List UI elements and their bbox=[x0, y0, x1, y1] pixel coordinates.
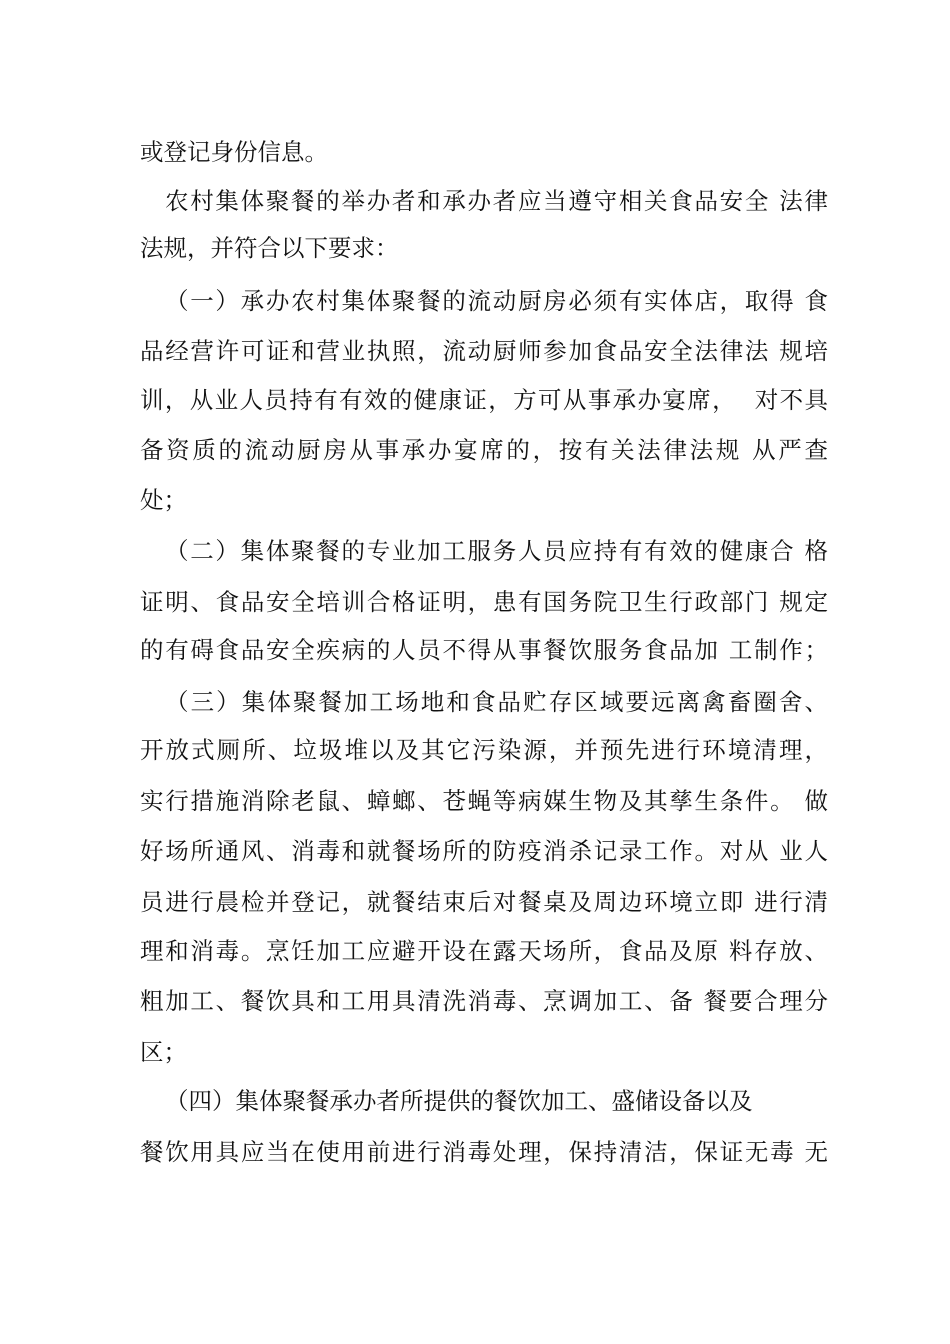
text-line: 员进行晨检并登记，就餐结束后对餐桌及周边环境立即 进行清 bbox=[140, 888, 828, 916]
text-line: 区； bbox=[140, 1038, 187, 1066]
text-line: 的有碍食品安全疾病的人员不得从事餐饮服务食品加 工制作； bbox=[140, 636, 828, 664]
text-line: （四）集体聚餐承办者所提供的餐饮加工、盛储设备以及 bbox=[165, 1087, 753, 1115]
text-line: 实行措施消除老鼠、蟑螂、苍蝇等病媒生物及其孳生条件。 做 bbox=[140, 787, 828, 815]
text-line: 理和消毒。烹饪加工应避开设在露天场所，食品及原 料存放、 bbox=[140, 937, 828, 965]
text-line: （二）集体聚餐的专业加工服务人员应持有有效的健康合 格 bbox=[165, 537, 828, 565]
text-line: 开放式厕所、垃圾堆以及其它污染源，并预先进行环境清理， bbox=[140, 736, 828, 764]
text-line: 证明、食品安全培训合格证明，患有国务院卫生行政部门 规定 bbox=[140, 588, 828, 616]
text-line: 法规，并符合以下要求： bbox=[140, 234, 399, 262]
text-line: （一）承办农村集体聚餐的流动厨房必须有实体店，取得 食 bbox=[165, 287, 828, 315]
text-line: 或登记身份信息。 bbox=[140, 138, 328, 166]
text-line: 好场所通风、消毒和就餐场所的防疫消杀记录工作。对从 业人 bbox=[140, 837, 828, 865]
text-line: 训，从业人员持有有效的健康证，方可从事承办宴席， 对不具 bbox=[140, 386, 828, 414]
text-line: 粗加工、餐饮具和工用具清洗消毒、烹调加工、备 餐要合理分 bbox=[140, 987, 828, 1015]
text-line: 处； bbox=[140, 486, 187, 514]
text-line: 品经营许可证和营业执照，流动厨师参加食品安全法律法 规培 bbox=[140, 337, 828, 365]
text-line: 餐饮用具应当在使用前进行消毒处理，保持清洁，保证无毒 无 bbox=[140, 1138, 828, 1166]
text-line: 备资质的流动厨房从事承办宴席的，按有关法律法规 从严查 bbox=[140, 436, 828, 464]
text-line: 农村集体聚餐的举办者和承办者应当遵守相关食品安全 法律 bbox=[165, 187, 828, 215]
text-line: （三）集体聚餐加工场地和食品贮存区域要远离禽畜圈舍、 bbox=[165, 688, 828, 716]
